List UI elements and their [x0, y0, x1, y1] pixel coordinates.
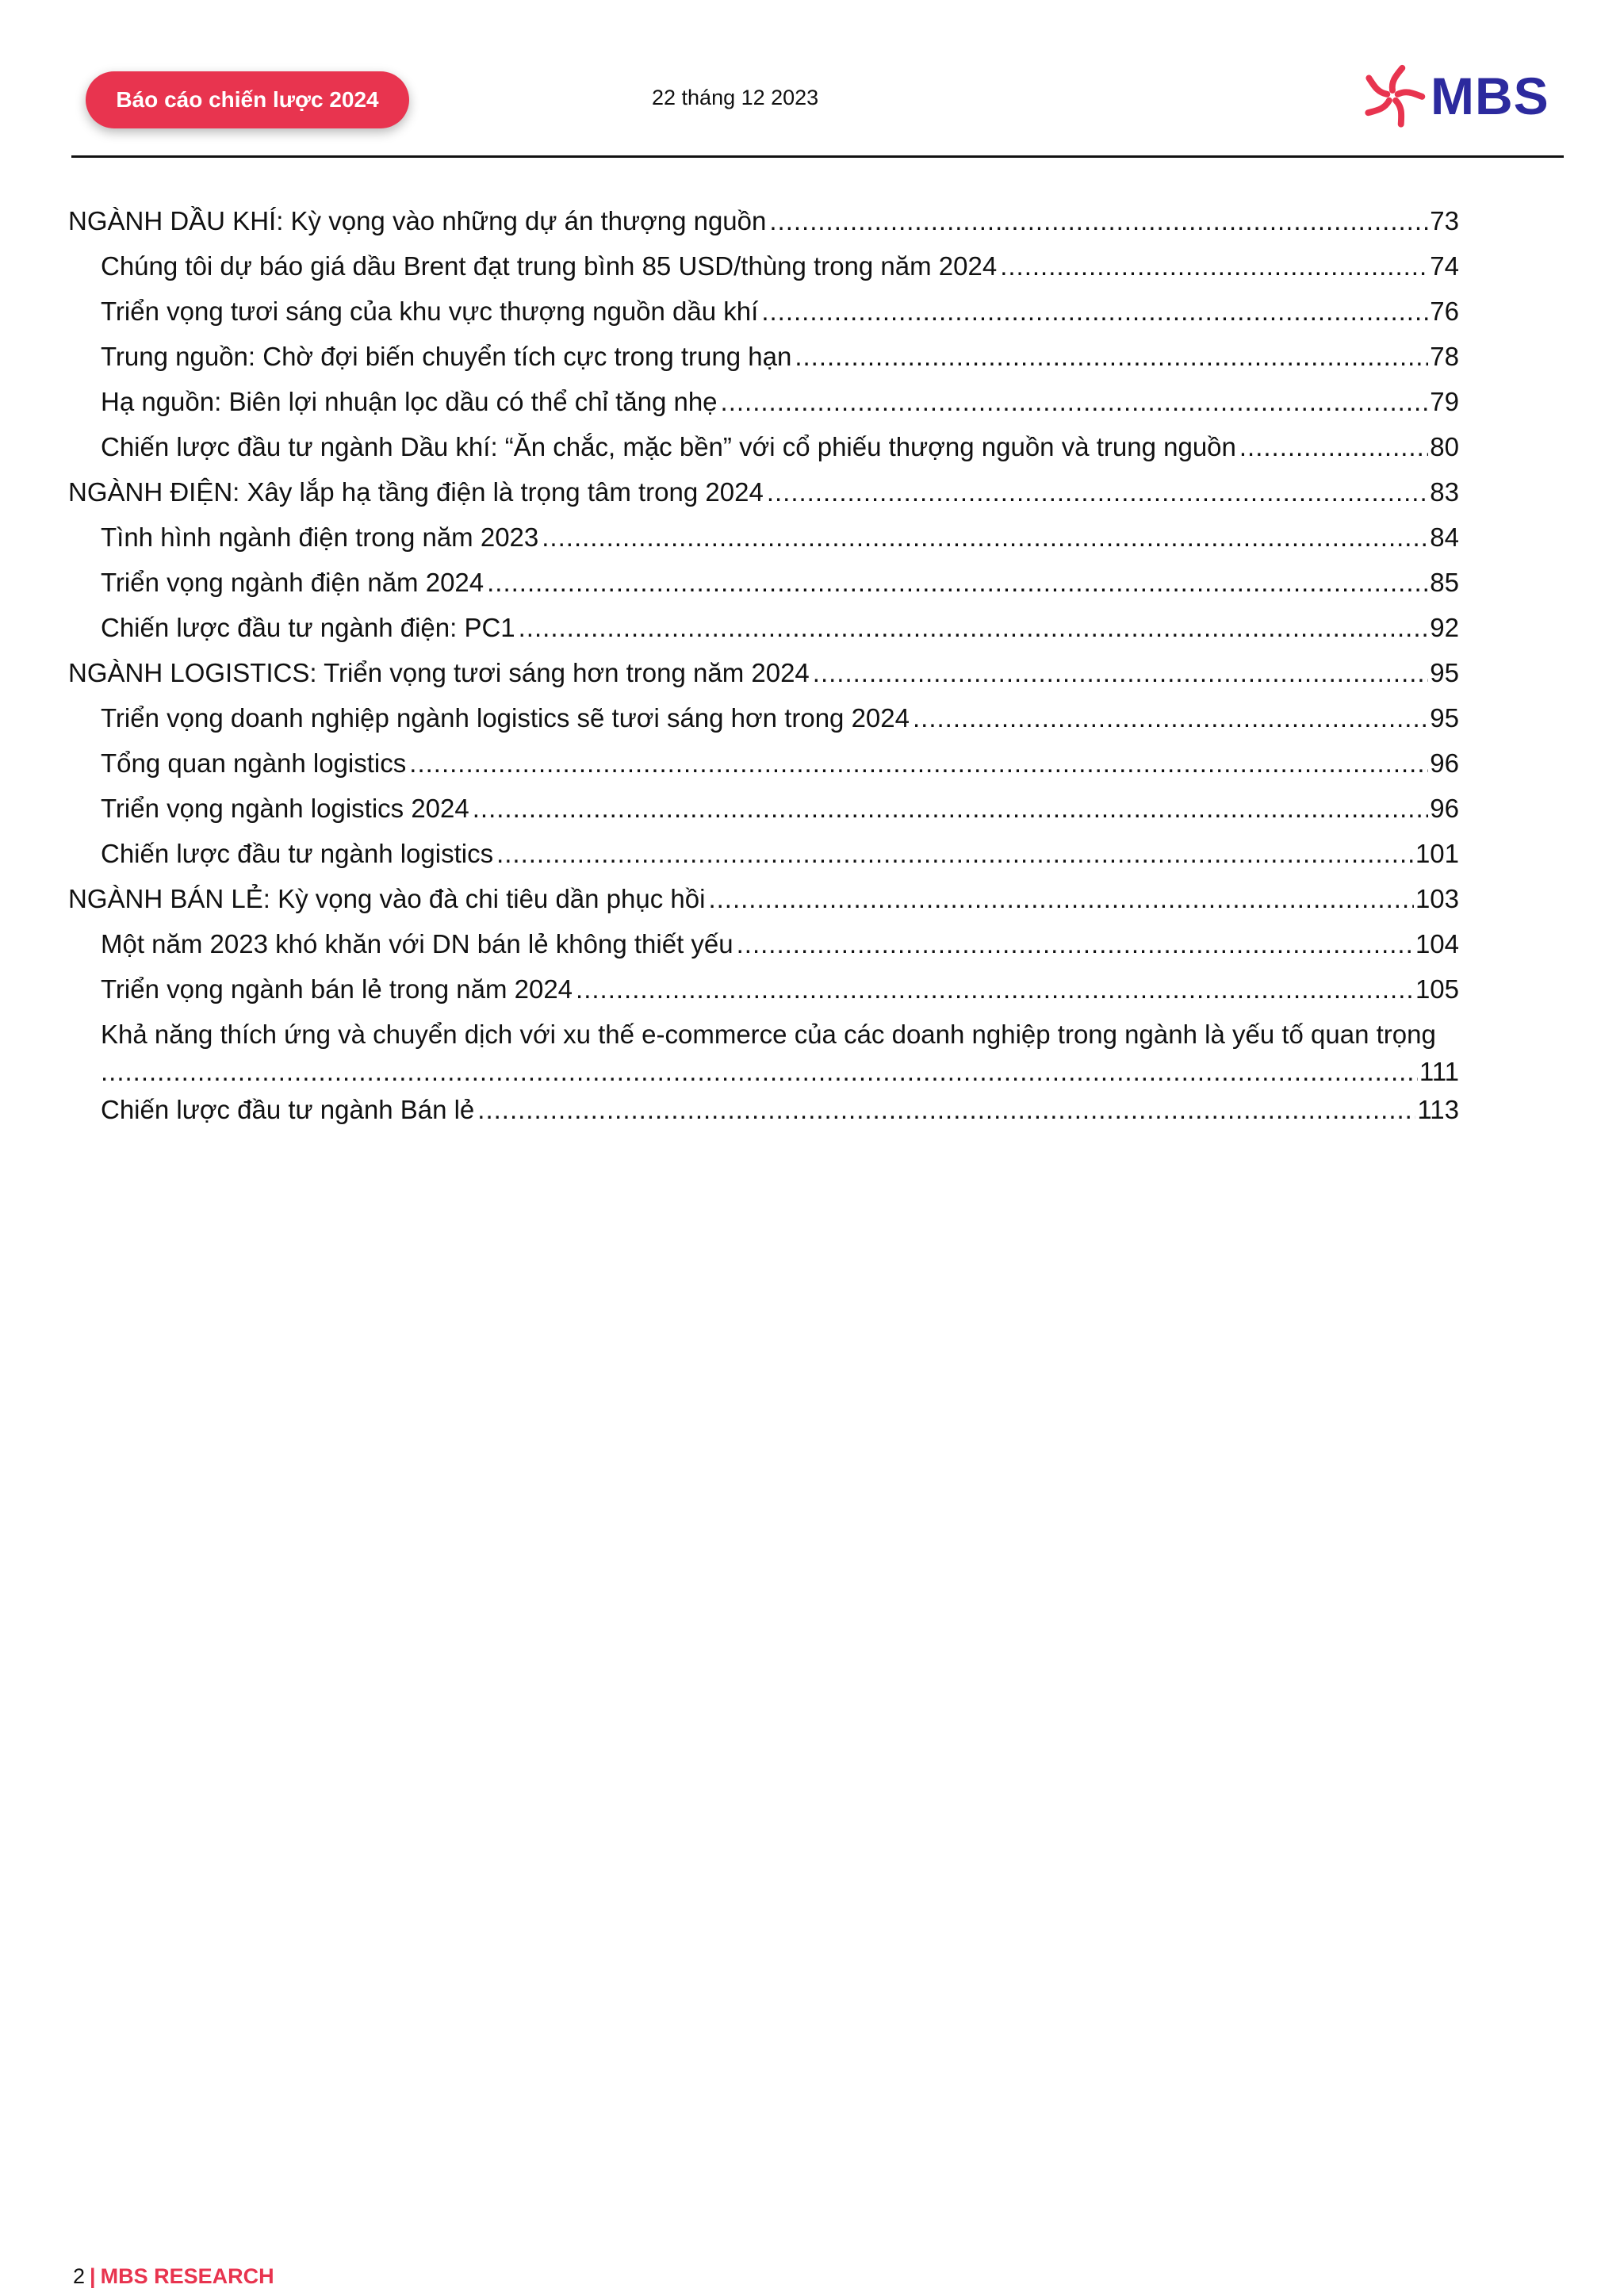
toc-leader-dots: [542, 515, 1428, 560]
toc-page-number: 105: [1415, 974, 1459, 1004]
toc-subsection-entry[interactable]: [68, 334, 1459, 379]
report-date: 22 tháng 12 2023: [652, 86, 819, 109]
toc-leader-dots: [813, 650, 1429, 695]
toc-entry-title: Triển vọng tươi sáng của khu vực thượng nguồn dầu khí: [101, 297, 759, 326]
toc-page-number: 84: [1430, 522, 1459, 552]
toc-entry-title: NGÀNH BÁN LẺ: Kỳ vọng vào đà chi tiêu dần phục hồi: [68, 884, 706, 913]
toc-subsection-entry[interactable]: [68, 289, 1459, 334]
header-divider: [71, 155, 1564, 158]
toc-page-number: 78: [1430, 342, 1459, 371]
toc-subsection-entry[interactable]: [68, 740, 1459, 786]
toc-page-number: 74: [1430, 251, 1459, 281]
toc-subsection-entry[interactable]: [68, 1087, 1459, 1132]
toc-leader-dots: [721, 379, 1429, 424]
toc-section-entry[interactable]: [68, 469, 1459, 515]
toc-page-number: 113: [1417, 1095, 1459, 1124]
toc-leader-dots: [708, 876, 1413, 921]
toc-section-entry[interactable]: [68, 198, 1459, 243]
table-of-contents: [68, 198, 1459, 1132]
toc-entry-title: Một năm 2023 khó khăn với DN bán lẻ không thiết yếu: [101, 929, 733, 959]
report-badge: [86, 71, 409, 128]
footer-separator: |: [90, 2264, 96, 2288]
toc-leader-dots: [769, 198, 1428, 243]
toc-subsection-entry[interactable]: [68, 515, 1459, 560]
toc-leader-dots: [1239, 424, 1428, 469]
toc-subsection-entry[interactable]: [68, 966, 1459, 1012]
toc-page-number: 96: [1430, 794, 1459, 823]
toc-page-number: 101: [1415, 839, 1459, 868]
toc-section-entry[interactable]: [68, 650, 1459, 695]
toc-entry-title: Tổng quan ngành logistics: [101, 748, 407, 778]
toc-leader-dots: [519, 605, 1429, 650]
toc-entry-title: Chiến lược đầu tư ngành điện: PC1: [101, 613, 515, 642]
toc-page-number: 96: [1430, 748, 1459, 778]
toc-page-number: 103: [1415, 884, 1459, 913]
toc-entry-title: NGÀNH LOGISTICS: Triển vọng tươi sáng hơn trong năm 2024: [68, 658, 810, 687]
toc-page-number: 95: [1430, 658, 1459, 687]
toc-entry-title: NGÀNH DẦU KHÍ: Kỳ vọng vào những dự án thượng nguồn: [68, 206, 767, 235]
toc-page-number: 80: [1430, 432, 1459, 461]
toc-entry-title: NGÀNH ĐIỆN: Xây lắp hạ tầng điện là trọng tâm trong 2024: [68, 477, 764, 507]
toc-entry-title: Chúng tôi dự báo giá dầu Brent đạt trung bình 85 USD/thùng trong năm 2024: [101, 251, 998, 281]
toc-subsection-entry[interactable]: [68, 379, 1459, 424]
toc-page-number: 111: [1419, 1057, 1459, 1086]
footer-label: MBS RESEARCH: [100, 2264, 274, 2288]
toc-entry-title: Hạ nguồn: Biên lợi nhuận lọc dầu có thể chỉ tăng nhẹ: [101, 387, 718, 416]
toc-page-number: 85: [1430, 568, 1459, 597]
toc-leader-dots: [761, 289, 1428, 334]
toc-page-number: 76: [1430, 297, 1459, 326]
toc-subsection-entry[interactable]: [68, 695, 1459, 740]
toc-entry-title: Chiến lược đầu tư ngành logistics: [101, 839, 494, 868]
mbs-logo-text: MBS: [1431, 67, 1549, 125]
mbs-star-icon: [1358, 61, 1427, 131]
toc-leader-dots: [409, 740, 1428, 786]
toc-entry-title: Triển vọng ngành logistics 2024: [101, 794, 469, 823]
toc-subsection-entry[interactable]: [68, 424, 1459, 469]
toc-entry-title: Khả năng thích ứng và chuyển dịch với xu thế e-commerce của các doanh nghiệp trong ngành là yếu tố quan trọng: [101, 1020, 1436, 1049]
page-number: 2: [73, 2264, 86, 2288]
toc-leader-dots: [576, 966, 1414, 1012]
toc-leader-dots: [487, 560, 1428, 605]
toc-page-number: 83: [1430, 477, 1459, 507]
toc-leader-dots: [477, 1087, 1415, 1132]
toc-subsection-entry[interactable]: [68, 921, 1459, 966]
toc-subsection-entry[interactable]: [68, 786, 1459, 831]
toc-leader-dots: [473, 786, 1429, 831]
report-badge-label: Báo cáo chiến lược 2024: [116, 87, 379, 112]
toc-subsection-entry[interactable]: [68, 605, 1459, 650]
toc-page-number: 92: [1430, 613, 1459, 642]
toc-entry-title: Tình hình ngành điện trong năm 2023: [101, 522, 539, 552]
toc-entry-title: Triển vọng doanh nghiệp ngành logistics sẽ tươi sáng hơn trong 2024: [101, 703, 910, 733]
toc-subsection-entry[interactable]: [68, 560, 1459, 605]
toc-entry-title: Triển vọng ngành bán lẻ trong năm 2024: [101, 974, 573, 1004]
toc-subsection-entry[interactable]: [68, 831, 1459, 876]
toc-entry-title: Chiến lược đầu tư ngành Bán lẻ: [101, 1095, 475, 1124]
toc-page-number: 73: [1430, 206, 1459, 235]
toc-subsection-entry[interactable]: [68, 243, 1459, 289]
toc-leader-dots: [101, 1057, 1418, 1087]
toc-page-number: 104: [1415, 929, 1459, 959]
toc-page-number: 79: [1430, 387, 1459, 416]
toc-page-number: 95: [1430, 703, 1459, 733]
toc-leader-dots: [767, 469, 1428, 515]
toc-section-entry[interactable]: [68, 876, 1459, 921]
toc-leader-dots: [1000, 243, 1428, 289]
toc-leader-dots: [913, 695, 1428, 740]
page-footer: [73, 2264, 274, 2289]
toc-leader-dots: [737, 921, 1414, 966]
mbs-logo: [1358, 60, 1549, 132]
toc-leader-dots: [795, 334, 1428, 379]
toc-entry-title: Triển vọng ngành điện năm 2024: [101, 568, 485, 597]
toc-entry-title: Chiến lược đầu tư ngành Dầu khí: “Ăn chắc, mặc bền” với cổ phiếu thượng nguồn và trung nguồn: [101, 432, 1236, 461]
toc-entry-title: Trung nguồn: Chờ đợi biến chuyển tích cực trong trung hạn: [101, 342, 792, 371]
toc-subsection-entry[interactable]: [68, 1012, 1459, 1087]
toc-leader-dots: [496, 831, 1414, 876]
